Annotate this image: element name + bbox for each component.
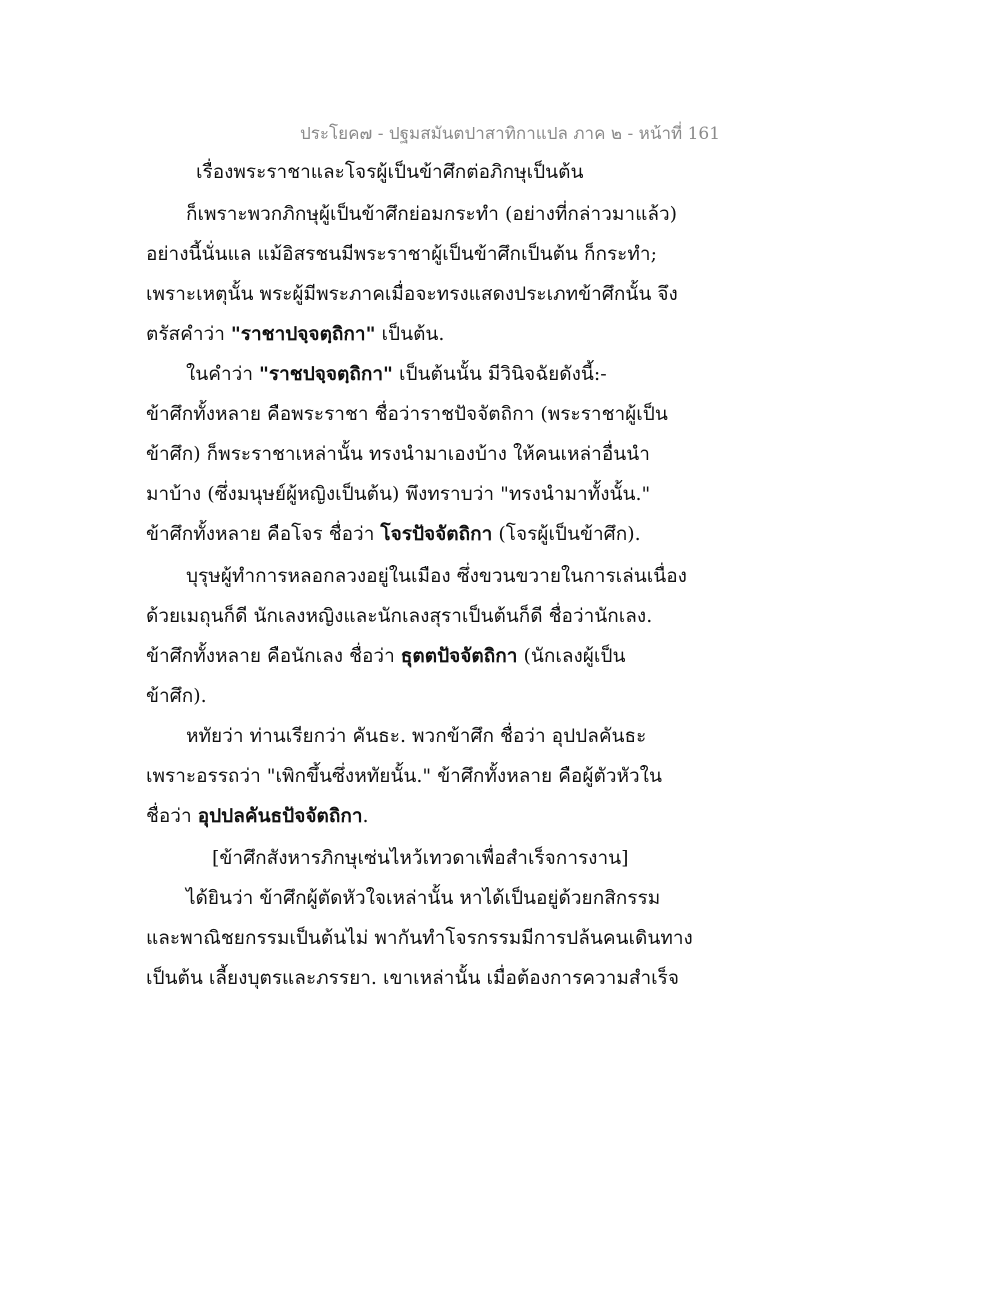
paragraph-2-line-5: ข้าศึกทั้งหลาย คือโจร ชื่อว่า โจรปัจจัตถิกา (โจรผู้เป็นข้าศึก). bbox=[146, 523, 641, 545]
term-uppalagandhapaccatthika: อุปปลคันธปัจจัตถิกา bbox=[197, 805, 363, 827]
term-rajapaccatthika-2: "ราชปจฺจตฺถิกา" bbox=[259, 363, 393, 385]
paragraph-1-line-1: ก็เพราะพวกภิกษุผู้เป็นข้าศึกย่อมกระทำ (อย่างที่กล่าวมาแล้ว) bbox=[186, 203, 678, 225]
paragraph-5-line-1: ได้ยินว่า ข้าศึกผู้ตัดหัวใจเหล่านั้น หาได้เป็นอยู่ด้วยกสิกรรม bbox=[186, 887, 661, 909]
paragraph-4-line-1: หทัยว่า ท่านเรียกว่า คันธะ. พวกข้าศึก ชื่อว่า อุปปลคันธะ bbox=[186, 725, 647, 747]
paragraph-2-line-1: ในคำว่า "ราชปจฺจตฺถิกา" เป็นต้นนั้น มีวินิจฉัยดังนี้:- bbox=[186, 363, 607, 385]
paragraph-1-line-4: ตรัสคำว่า "ราชาปจฺจตฺถิกา" เป็นต้น. bbox=[146, 323, 445, 345]
paragraph-2-line-4: มาบ้าง (ซึ่งมนุษย์ผู้หญิงเป็นต้น) พึงทราบว่า "ทรงนำมาทั้งนั้น." bbox=[146, 483, 651, 505]
paragraph-3-line-4: ข้าศึก). bbox=[146, 685, 207, 707]
paragraph-2-line-2: ข้าศึกทั้งหลาย คือพระราชา ชื่อว่าราชปัจจัตถิกา (พระราชาผู้เป็น bbox=[146, 403, 668, 425]
paragraph-1-line-3: เพราะเหตุนั้น พระผู้มีพระภาคเมื่อจะทรงแสดงประเภทข้าศึกนั้น จึง bbox=[146, 283, 678, 305]
term-dhuttapaccatthika: ธุตตปัจจัตถิกา bbox=[400, 645, 518, 667]
paragraph-1-line-2: อย่างนี้นั่นแล แม้อิสรชนมีพระราชาผู้เป็นข้าศึกเป็นต้น ก็กระทำ; bbox=[146, 243, 657, 265]
paragraph-3-line-2: ด้วยเมถุนก็ดี นักเลงหญิงและนักเลงสุราเป็นต้นก็ดี ชื่อว่านักเลง. bbox=[146, 605, 653, 627]
paragraph-3-line-3: ข้าศึกทั้งหลาย คือนักเลง ชื่อว่า ธุตตปัจจัตถิกา (นักเลงผู้เป็น bbox=[146, 645, 626, 667]
page-header: ประโยค๗ - ปฐมสมันตปาสาทิกาแปล ภาค ๒ - หน้าที่ 161 bbox=[300, 124, 721, 144]
section-heading: [ข้าศึกสังหารภิกษุเซ่นไหว้เทวดาเพื่อสำเร็จการงาน] bbox=[212, 847, 629, 869]
paragraph-4-line-2: เพราะอรรถว่า "เพิกขึ้นซึ่งหทัยนั้น." ข้าศึกทั้งหลาย คือผู้ตัวหัวใน bbox=[146, 765, 662, 787]
paragraph-5-line-2: และพาณิชยกรรมเป็นต้นไม่ พากันทำโจรกรรมมีการปล้นคนเดินทาง bbox=[146, 927, 693, 949]
paragraph-2-line-3: ข้าศึก) ก็พระราชาเหล่านั้น ทรงนำมาเองบ้าง ให้คนเหล่าอื่นนำ bbox=[146, 443, 650, 465]
term-rajapaccatthika: "ราชาปจฺจตฺถิกา" bbox=[230, 323, 376, 345]
story-title: เรื่องพระราชาและโจรผู้เป็นข้าศึกต่อภิกษุเป็นต้น bbox=[196, 161, 584, 183]
paragraph-3-line-1: บุรุษผู้ทำการหลอกลวงอยู่ในเมือง ซึ่งขวนขวายในการเล่นเนื่อง bbox=[186, 565, 687, 587]
paragraph-5-line-3: เป็นต้น เลี้ยงบุตรและภรรยา. เขาเหล่านั้น เมื่อต้องการความสำเร็จ bbox=[146, 967, 679, 989]
term-corapaccatthika: โจรปัจจัตถิกา bbox=[380, 523, 493, 545]
paragraph-4-line-3: ชื่อว่า อุปปลคันธปัจจัตถิกา. bbox=[146, 805, 369, 827]
